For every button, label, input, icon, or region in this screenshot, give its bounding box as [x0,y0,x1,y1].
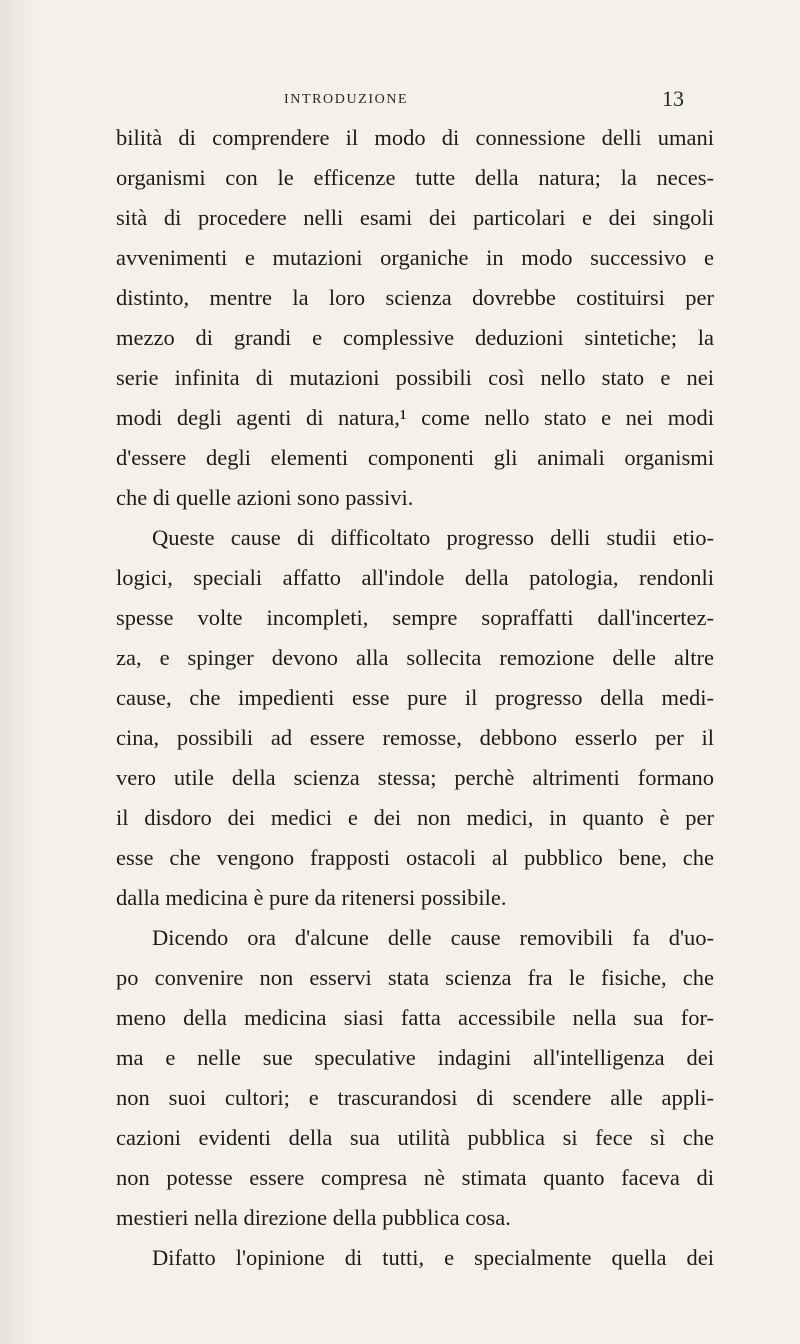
paragraph-end-line: dalla medicina è pure da ritenersi possibile. [116,885,507,910]
text-line: meno della medicina siasi fatta accessibile nella sua for- [116,1005,714,1030]
text-line: po convenire non esservi stata scienza fra le fisiche, che [116,965,714,990]
text-line: mezzo di grandi e complessive deduzioni sintetiche; la [116,325,714,350]
text-line: d'essere degli elementi componenti gli animali organismi [116,445,714,470]
page-header [0,86,800,116]
text-line: vero utile della scienza stessa; perchè altrimenti formano [116,765,714,790]
text-line: il disdoro dei medici e dei non medici, in quanto è per [116,805,714,830]
paragraph-end-line: che di quelle azioni sono passivi. [116,485,414,510]
page-number: 13 [662,86,684,111]
paragraph-end-line: mestieri nella direzione della pubblica cosa. [116,1205,511,1230]
text-line: spesse volte incompleti, sempre sopraffatti dall'incertez- [116,605,714,630]
running-head: INTRODUZIONE [284,92,409,107]
text-line: cina, possibili ad essere remosse, debbono esserlo per il [116,725,714,750]
text-line: cazioni evidenti della sua utilità pubblica si fece sì che [116,1125,714,1150]
paragraph-start-line: Queste cause di difficoltato progresso delli studii etio- [152,525,714,550]
paragraph-start-line: Difatto l'opinione di tutti, e specialmente quella dei [152,1245,714,1270]
text-line: non potesse essere compresa nè stimata quanto faceva di [116,1165,714,1190]
text-line: modi degli agenti di natura,¹ come nello stato e nei modi [116,405,714,430]
text-line: serie infinita di mutazioni possibili così nello stato e nei [116,365,714,390]
text-line: bilità di comprendere il modo di connessione delli umani [116,125,714,150]
text-line: non suoi cultori; e trascurandosi di scendere alle appli- [116,1085,714,1110]
text-line: organismi con le efficenze tutte della natura; la neces- [116,165,714,190]
text-line: logici, speciali affatto all'indole della patologia, rendonli [116,565,714,590]
body-text [116,118,714,1278]
text-line: ma e nelle sue speculative indagini all'intelligenza dei [116,1045,714,1070]
text-line: za, e spinger devono alla sollecita remozione delle altre [116,645,714,670]
text-line: distinto, mentre la loro scienza dovrebbe costituirsi per [116,285,714,310]
text-line: avvenimenti e mutazioni organiche in modo successivo e [116,245,714,270]
text-line: esse che vengono frapposti ostacoli al pubblico bene, che [116,845,714,870]
text-line: sità di procedere nelli esami dei particolari e dei singoli [116,205,714,230]
text-line: cause, che impedienti esse pure il progresso della medi- [116,685,714,710]
paragraph-start-line: Dicendo ora d'alcune delle cause removibili fa d'uo- [152,925,714,950]
